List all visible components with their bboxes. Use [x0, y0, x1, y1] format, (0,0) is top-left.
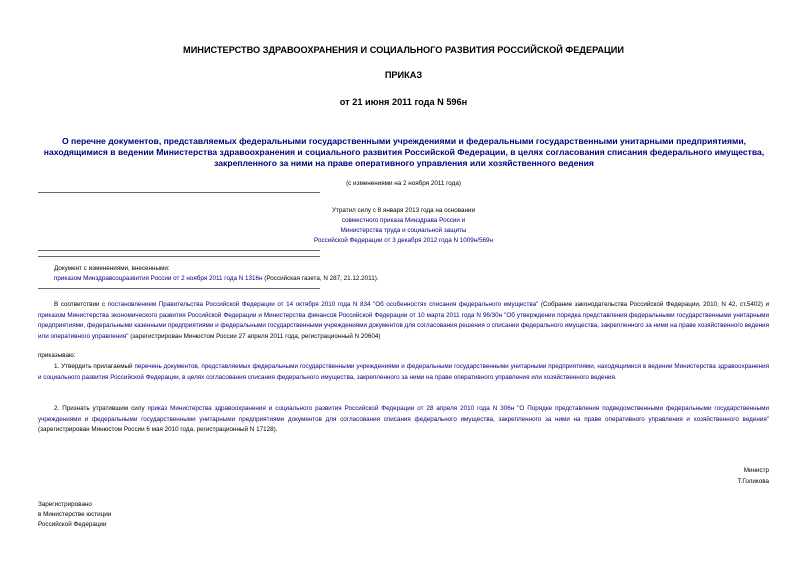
item-2-link-order[interactable]: приказ Министерства здравоохранения и социального развития Российской Федерации от 28 апреля 2010 года N 306н "О Порядке представления подведомственными федеральными государственными учреждениями и федеральными государственными унитарными предприятиями документов для согласования списания федерального имущества, закрепленного за ними на праве оперативного управления и хозяйственного ведения" — [38, 405, 769, 423]
document-title: О перечне документов, представляемых федеральными государственными учреждениями и федеральными государственными унитарными предприятиями, находящимися в ведении Министерства здравоохранения и социального развития Российской Федерации, в целях согласования списания федерального имущества, закрепленного за ними на праве оперативного управления или хозяйственного ведения — [43, 136, 765, 168]
item-1-text: 1. Утвердить прилагаемый — [54, 363, 135, 370]
preamble-link-government-decree[interactable]: постановлением Правительства Российской Федерации от 14 октября 2010 года N 834 "Об особенностях списания федерального имущества" — [107, 301, 539, 308]
changes-intro: Документ с изменениями, внесенными: — [54, 265, 170, 272]
amendments-note: (с изменениями на 2 ноября 2011 года) — [346, 180, 461, 187]
registration-line-1: Зарегистрировано — [38, 501, 92, 508]
preamble-link-joint-order[interactable]: приказом Министерства экономического развития Российской Федерации и Министерства финансов Российской Федерации от 10 марта 2011 года N 96/30н "Об утверждении порядка представления федеральными государственными унитарными предприятиями, федеральными казенными предприятиями и федеральными государственными учреждениями документов для согласования решения о списании федерального имущества, закрепленного за ними на праве хозяйственного ведения или оперативного управления" — [38, 311, 769, 340]
registration-line-3: Российской Федерации — [38, 521, 107, 528]
item-1-text: . — [614, 373, 617, 381]
divider — [38, 256, 320, 257]
divider — [38, 192, 320, 193]
lost-force-link-2[interactable]: Министерства труда и социальной защиты — [340, 227, 467, 234]
divider — [38, 288, 320, 289]
changes-link[interactable]: приказом Минздравсоцразвития России от 2 ноября 2011 года N 1316н — [54, 275, 263, 282]
signature-name: Т.Голикова — [737, 478, 769, 485]
preamble-paragraph — [38, 300, 769, 342]
doc-type-heading: ПРИКАЗ — [384, 70, 423, 80]
item-2-text: 2. Признать утратившим силу — [54, 405, 148, 412]
preamble-text: (Собрание законодательства Российской Федерации, 2010, N 42, ст.5402) и — [538, 301, 770, 308]
date-number: от 21 июня 2011 года N 596н — [339, 97, 468, 107]
divider — [38, 250, 320, 251]
changes-line — [54, 274, 774, 283]
item-1-link-list[interactable]: перечень документов, представляемых федеральными государственными учреждениями и федеральными государственными унитарными предприятиями, находящимися в ведении Министерства здравоохранения и социального развития Российской Федерации, в целях согласования списания федерального имущества, закрепленного за ними на праве оперативного управления или хозяйственного ведения — [38, 363, 769, 381]
signature-position: Министр — [743, 467, 769, 474]
item-1-paragraph — [38, 362, 769, 383]
lost-force-link-1[interactable]: совместного приказа Минздрава России и — [341, 217, 466, 224]
ministry-heading: МИНИСТЕРСТВО ЗДРАВООХРАНЕНИЯ И СОЦИАЛЬНОГО РАЗВИТИЯ РОССИЙСКОЙ ФЕДЕРАЦИИ — [183, 45, 624, 55]
preamble-text: (зарегистрирован Минюстом России 27 апреля 2011 года, регистрационный N 20604) — [128, 332, 381, 340]
lost-force-link-3[interactable]: Российской Федерации от 3 декабря 2012 года N 1009н/569н — [314, 237, 493, 244]
item-2-paragraph — [38, 404, 769, 436]
preamble-text: В соответствии с — [54, 301, 108, 308]
order-word: приказываю: — [38, 352, 76, 359]
changes-tail: (Российская газета, N 287, 21.12.2011). — [262, 275, 379, 282]
registration-line-2: в Министерстве юстиции — [38, 511, 112, 518]
lost-force-line: Утратил силу с 8 января 2013 года на основании — [331, 207, 476, 214]
item-2-text: (зарегистрирован Минюстом России 6 мая 2010 года, регистрационный N 17128). — [38, 426, 278, 433]
